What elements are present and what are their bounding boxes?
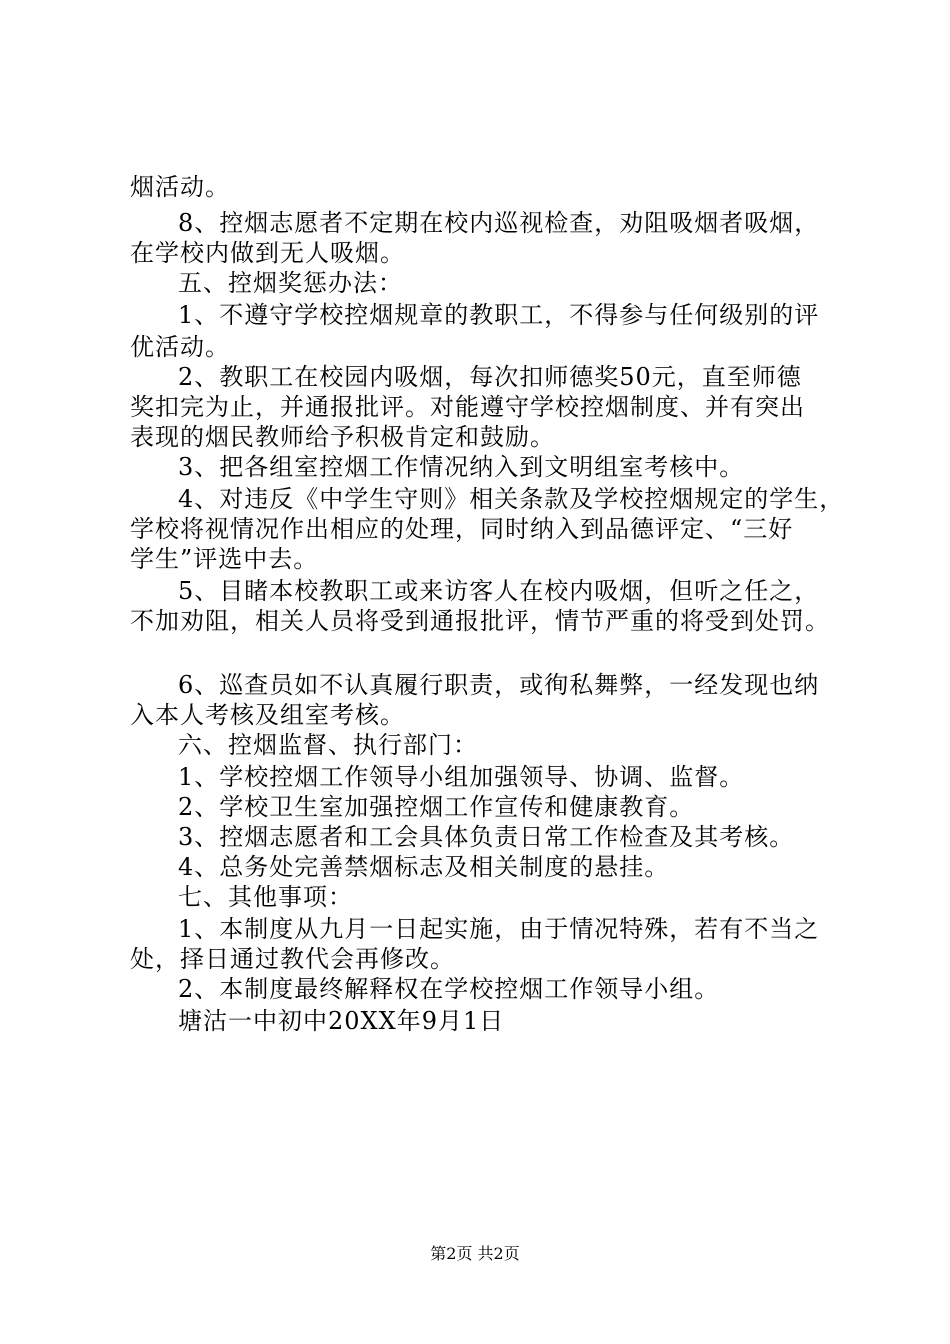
text-line-6: 优活动。 [130,333,230,361]
text-line-2: 8、控烟志愿者不定期在校内巡视检查，劝阻吸烟者吸烟， [178,209,820,237]
section-heading-5: 五、控烟奖惩办法： [178,269,403,297]
text-line-20: 2、学校卫生室加强控烟工作宣传和健康教育。 [178,793,695,821]
text-line-10: 3、把各组室控烟工作情况纳入到文明组室考核中。 [178,453,745,481]
text-line-7: 2、教职工在校园内吸烟，每次扣师德奖50元，直至师德 [178,363,802,391]
text-line-12: 学校将视情况作出相应的处理，同时纳入到品德评定、“三好 [130,515,794,543]
text-line-26: 2、本制度最终解释权在学校控烟工作领导小组。 [178,975,720,1003]
text-line-1: 烟活动。 [130,173,230,201]
text-line-21: 3、控烟志愿者和工会具体负责日常工作检查及其考核。 [178,823,795,851]
text-line-25: 处，择日通过教代会再修改。 [130,945,455,973]
text-line-24: 1、本制度从九月一日起实施，由于情况特殊，若有不当之 [178,915,820,943]
signature-date-line: 塘沽一中初中20XX年9月1日 [178,1007,505,1035]
section-heading-6: 六、控烟监督、执行部门： [178,731,478,759]
text-line-5: 1、不遵守学校控烟规章的教职工，不得参与任何级别的评 [178,301,820,329]
text-line-16: 6、巡查员如不认真履行职责，或徇私舞弊，一经发现也纳 [178,671,820,699]
text-line-9: 表现的烟民教师给予积极肯定和鼓励。 [130,423,555,451]
text-line-17: 入本人考核及组室考核。 [130,701,405,729]
page-footer: 第2页 共2页 [430,1244,520,1263]
text-line-11: 4、对违反《中学生守则》相关条款及学校控烟规定的学生， [178,485,845,513]
text-line-19: 1、学校控烟工作领导小组加强领导、协调、监督。 [178,763,745,791]
text-line-14: 5、目睹本校教职工或来访客人在校内吸烟，但听之任之， [178,577,820,605]
text-line-22: 4、总务处完善禁烟标志及相关制度的悬挂。 [178,853,670,881]
text-line-13: 学生”评选中去。 [130,545,319,573]
text-line-15: 不加劝阻，相关人员将受到通报批评，情节严重的将受到处罚。 [130,607,830,635]
text-line-8: 奖扣完为止，并通报批评。对能遵守学校控烟制度、并有突出 [130,393,805,421]
section-heading-7: 七、其他事项： [178,883,353,911]
text-line-3: 在学校内做到无人吸烟。 [130,239,405,267]
